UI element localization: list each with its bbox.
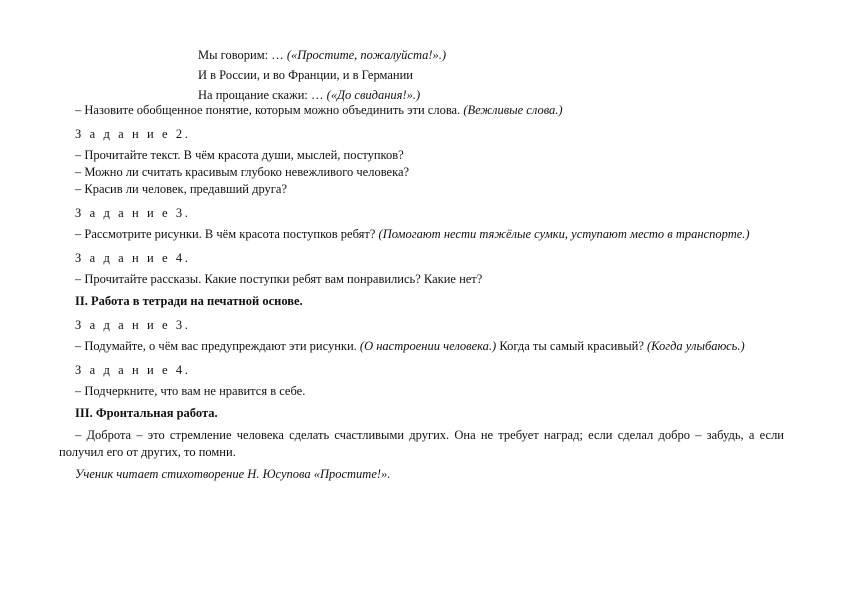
section-heading-workbook: II. Работа в тетради на печатной основе. (75, 294, 303, 308)
poem-line-1 (198, 45, 758, 65)
lesson-body (59, 102, 784, 483)
poem-line-1-answer: («Простите, пожалуйста!».) (286, 48, 447, 62)
poem-line-3-text: На прощание скажи: … (198, 88, 327, 102)
question-generalize-text: – Назовите обобщенное понятие, которым можно объединить эти слова. (75, 103, 464, 117)
poem-line-2: И в России, и во Франции, и в Германии (198, 68, 413, 82)
workbook-task-heading-4: З а д а н и е 4. (75, 363, 191, 377)
question-generalize (59, 102, 784, 119)
section-heading-frontal: III. Фронтальная работа. (75, 406, 218, 420)
workbook-task-heading-3: З а д а н и е 3. (75, 318, 191, 332)
question-read-text: – Прочитайте текст. В чём красота души, мыслей, поступков? (75, 148, 404, 162)
kindness-definition: – Доброта – это стремление человека сделать счастливыми других. Она не требует наград; если сделал добро – забудь, а если получил его от других, то помни. (59, 428, 784, 459)
question-beautiful-text: Когда ты самый красивый? (496, 339, 647, 353)
poem-excerpt (198, 45, 758, 105)
question-beautiful-answer: (Когда улыбаюсь.) (647, 339, 745, 353)
question-generalize-answer: (Вежливые слова.) (463, 103, 563, 117)
poem-reading-note (59, 466, 784, 483)
poem-reading-note-text: Ученик читает стихотворение Н. Юсупова «Простите!». (75, 467, 391, 481)
poem-line-1-text: Мы говорим: … (198, 48, 287, 62)
task-heading-2: З а д а н и е 2. (75, 127, 191, 141)
instruction-underline: – Подчеркните, что вам не нравится в себе. (75, 384, 306, 398)
question-impolite-person: – Можно ли считать красивым глубоко невежливого человека? (75, 165, 410, 179)
question-pictures-answer: (Помогают нести тяжёлые сумки, уступают место в транспорте.) (378, 227, 750, 241)
question-stories: – Прочитайте рассказы. Какие поступки ребят вам понравились? Какие нет? (75, 272, 483, 286)
question-warning-text: – Подумайте, о чём вас предупреждают эти рисунки. (75, 339, 360, 353)
question-pictures-text: – Рассмотрите рисунки. В чём красота поступков ребят? (75, 227, 379, 241)
question-pictures (59, 226, 784, 243)
question-betrayal: – Красив ли человек, предавший друга? (75, 182, 288, 196)
question-warning-pictures (59, 338, 784, 355)
question-warning-answer: (О настроении человека.) (359, 339, 497, 353)
poem-line-3-answer: («До свидания!».) (326, 88, 421, 102)
task-heading-4: З а д а н и е 4. (75, 251, 191, 265)
task-heading-3: З а д а н и е 3. (75, 206, 191, 220)
